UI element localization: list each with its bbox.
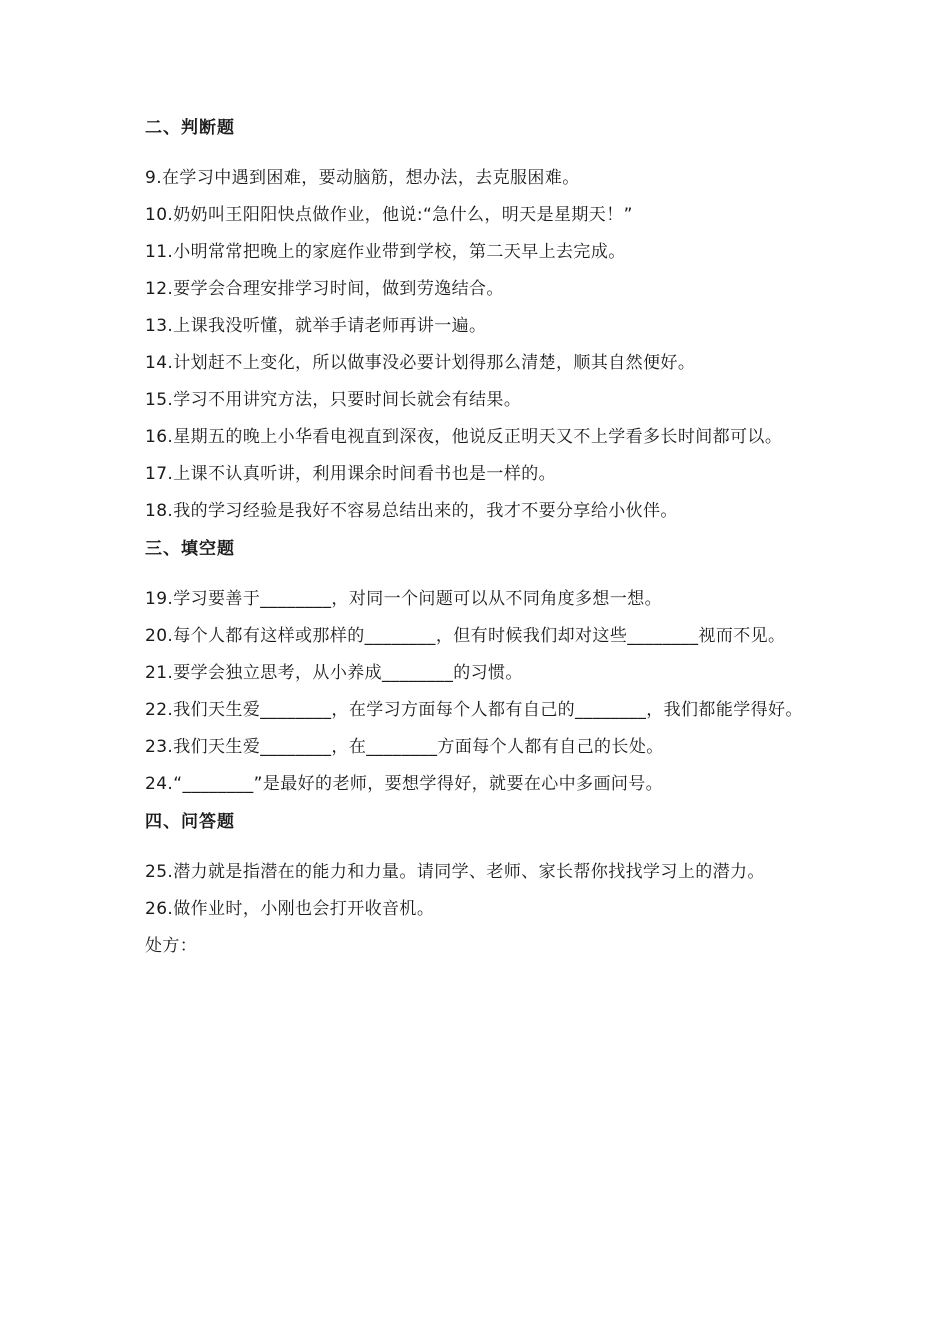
question-16: 16.星期五的晚上小华看电视直到深夜，他说反正明天又不上学看多长时间都可以。	[145, 427, 783, 447]
question-9: 9.在学习中遇到困难，要动脑筋，想办法，去克服困难。	[145, 168, 580, 188]
question-22: 22.我们天生爱________，在学习方面每个人都有自己的________，我们都能学得好。	[145, 700, 803, 720]
question-23: 23.我们天生爱________，在________方面每个人都有自己的长处。	[145, 737, 664, 757]
question-20: 20.每个人都有这样或那样的________，但有时候我们却对这些________视而不见。	[145, 626, 786, 646]
question-25: 25.潜力就是指潜在的能力和力量。请同学、老师、家长帮你找找学习上的潜力。	[145, 862, 765, 882]
question-21: 21.要学会独立思考，从小养成________的习惯。	[145, 663, 523, 683]
question-17: 17.上课不认真听讲，利用课余时间看书也是一样的。	[145, 464, 557, 484]
question-11: 11.小明常常把晚上的家庭作业带到学校，第二天早上去完成。	[145, 242, 626, 262]
section-heading-qa: 四、问答题	[145, 812, 235, 832]
worksheet-page	[145, 116, 825, 965]
question-26: 26.做作业时，小刚也会打开收音机。	[145, 899, 435, 919]
section-heading-judgment: 二、判断题	[145, 118, 235, 138]
question-18: 18.我的学习经验是我好不容易总结出来的，我才不要分享给小伙伴。	[145, 501, 678, 521]
question-15: 15.学习不用讲究方法，只要时间长就会有结果。	[145, 390, 522, 410]
prescription-label: 处方：	[145, 936, 198, 956]
question-24: 24.“________”是最好的老师，要想学得好，就要在心中多画问号。	[145, 774, 664, 794]
question-13: 13.上课我没听懂，就举手请老师再讲一遍。	[145, 316, 487, 336]
question-12: 12.要学会合理安排学习时间，做到劳逸结合。	[145, 279, 504, 299]
section-heading-fill-blank: 三、填空题	[145, 539, 235, 559]
question-10: 10.奶奶叫王阳阳快点做作业，他说:“急什么，明天是星期天！”	[145, 205, 633, 225]
question-14: 14.计划赶不上变化，所以做事没必要计划得那么清楚，顺其自然便好。	[145, 353, 696, 373]
question-19: 19.学习要善于________，对同一个问题可以从不同角度多想一想。	[145, 589, 663, 609]
